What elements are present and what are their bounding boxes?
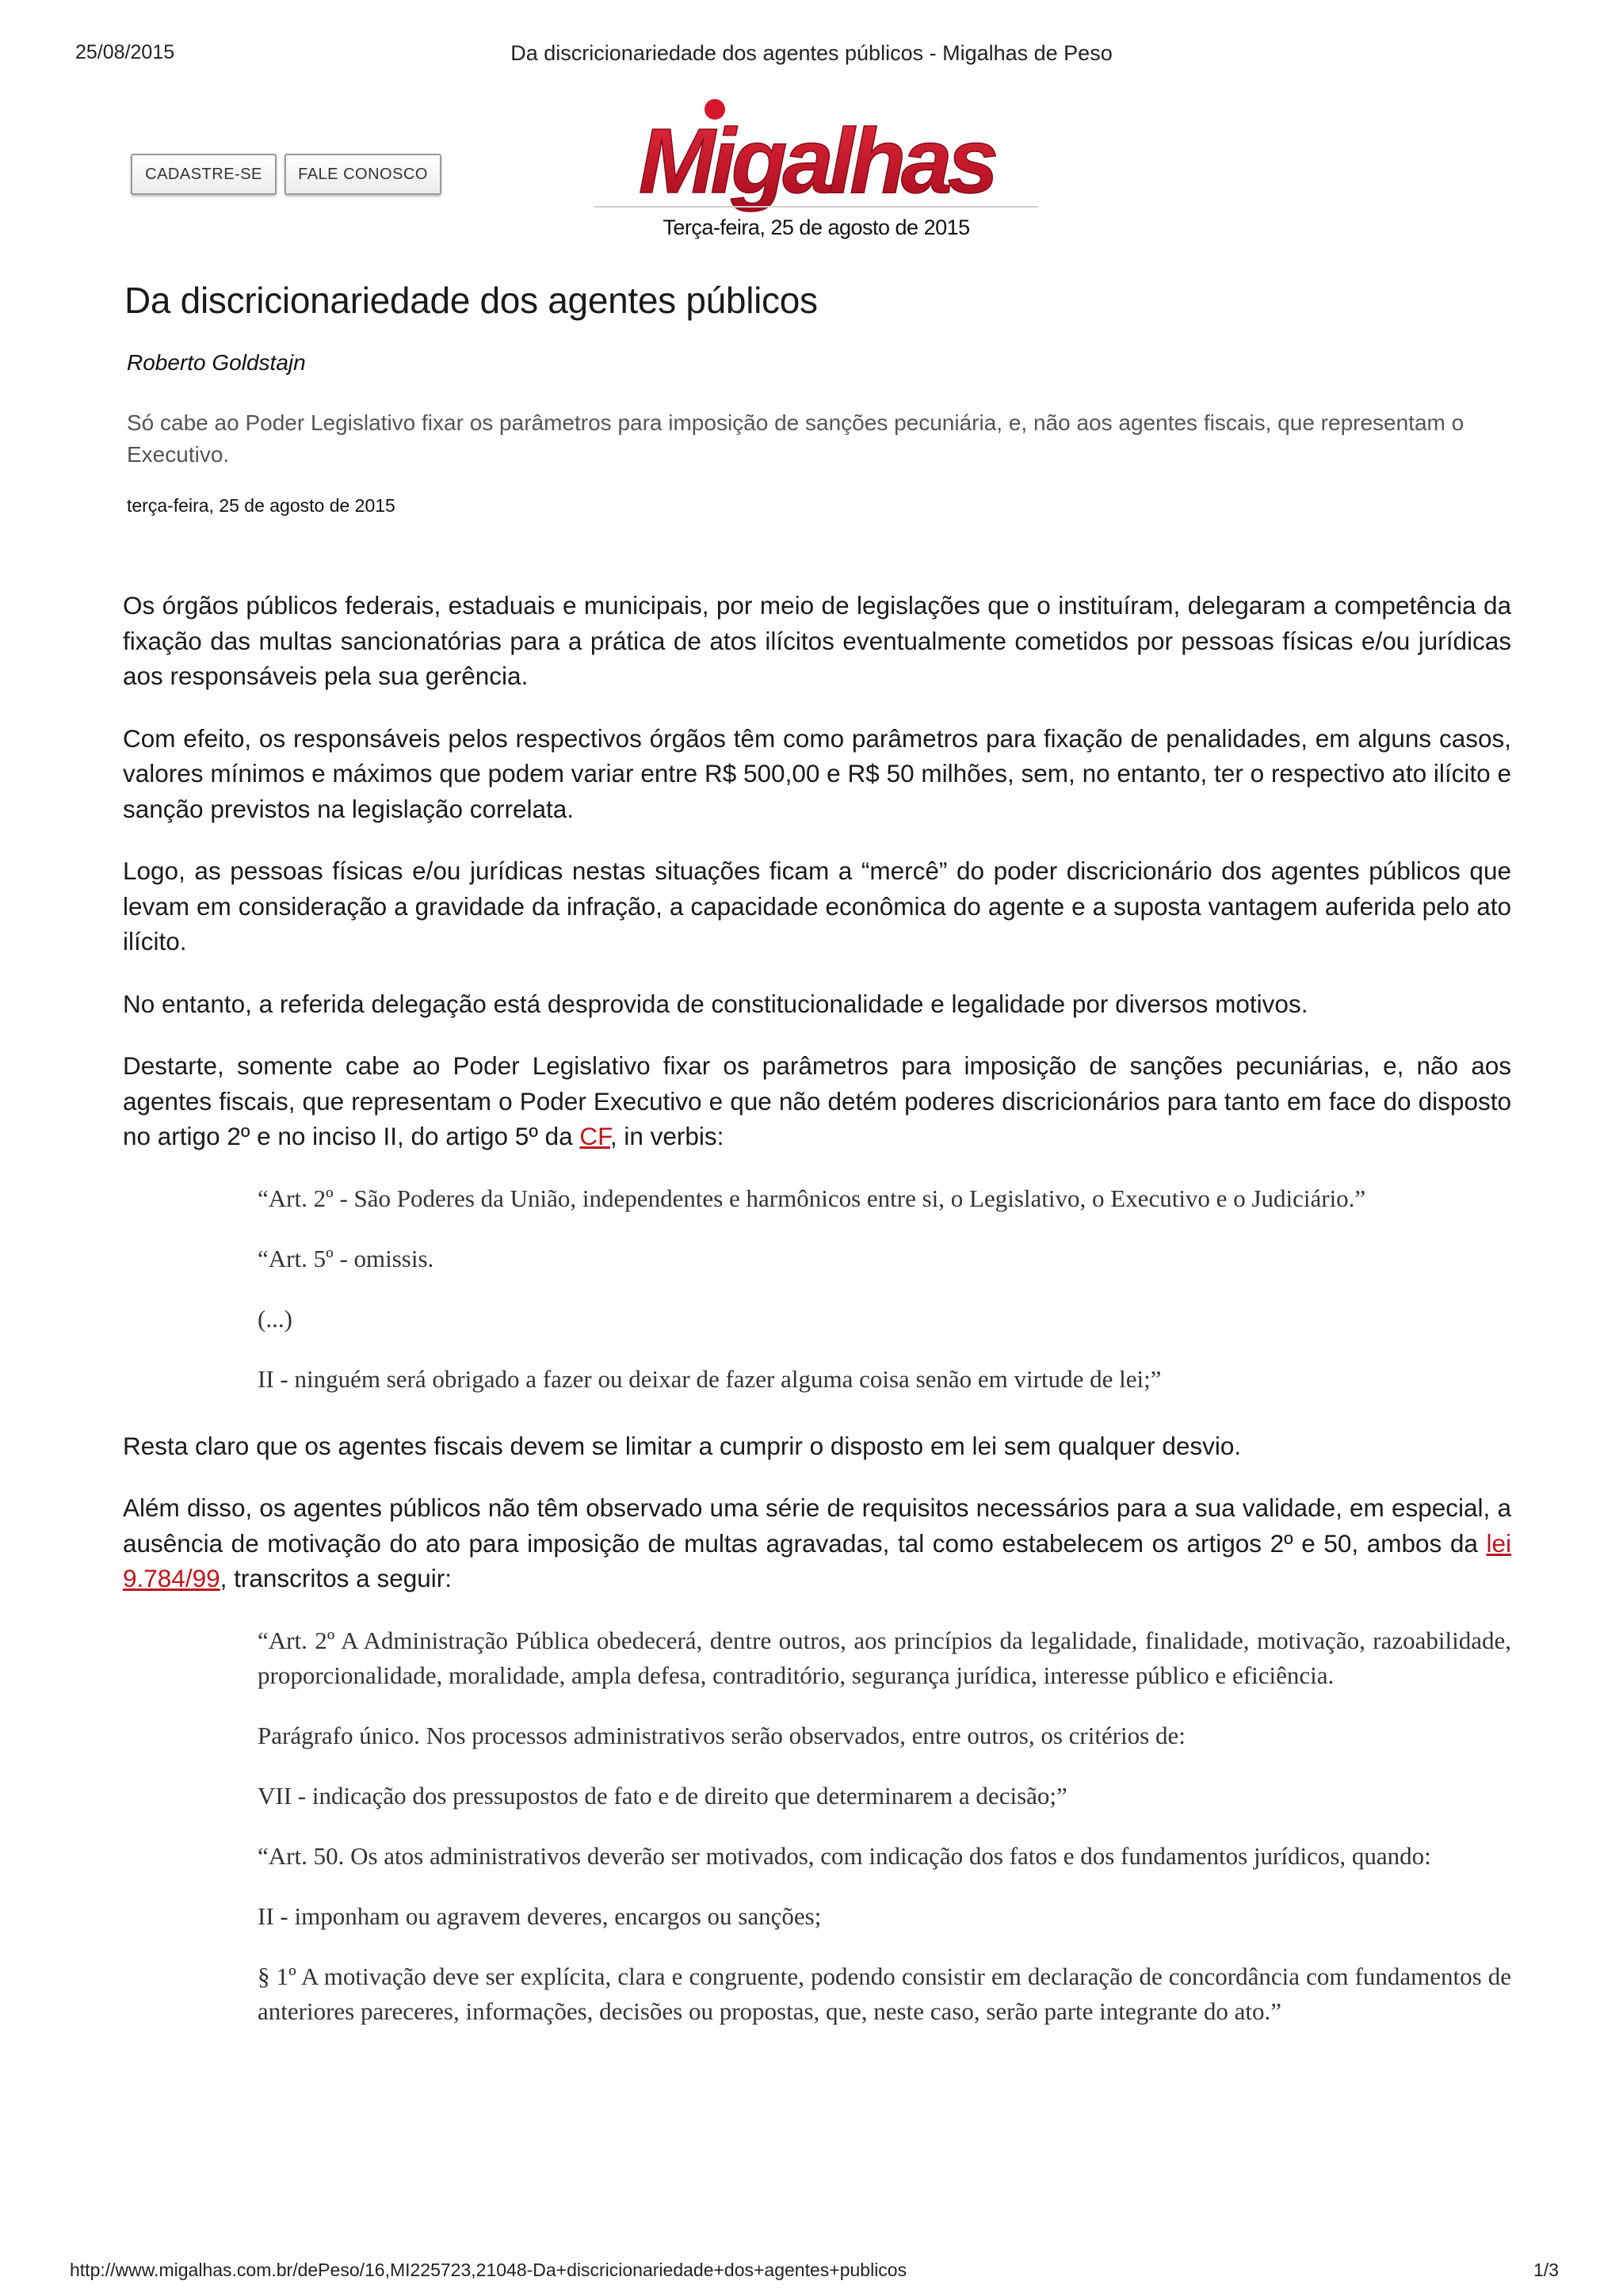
paragraph-5 <box>123 1048 1511 1154</box>
paragraph-3: Logo, as pessoas físicas e/ou jurídicas nestas situações ficam a “mercê” do poder discricionário dos agentes públicos que levam em consideração a gravidade da infração, a capacidade econômica do agente e a suposta vantagem auferida pelo ato ilícito. <box>123 856 1511 955</box>
cf-link[interactable]: CF <box>579 1122 610 1150</box>
quote-inciso-ii-50: II - imponham ou agravem deveres, encargos ou sanções; <box>258 1901 822 1930</box>
site-logo[interactable] <box>594 93 1038 212</box>
quote-inciso-vii: VII - indicação dos pressupostos de fato e de direito que determinarem a decisão;” <box>258 1781 1067 1810</box>
quote-ellipsis: (...) <box>258 1304 292 1333</box>
register-button[interactable]: CADASTRE-SE <box>131 154 277 195</box>
paragraph-1: Os órgãos públicos federais, estaduais e municipais, por meio de legislações que o instituíram, delegaram a competência da fixação das multas sancionatórias para a prática de atos ilícitos eventualmente cometidos por pessoas físicas e/ou jurídicas aos responsáveis pela sua gerência. <box>123 591 1511 690</box>
contact-button[interactable]: FALE CONOSCO <box>285 154 441 195</box>
paragraph-2: Com efeito, os responsáveis pelos respectivos órgãos têm como parâmetros para fixação de penalidades, em alguns casos, valores mínimos e máximos que podem variar entre R$ 500,00 e R$ 50 milhões, sem, no entanto, ter o respectivo ato ilícito e sanção previstos na legislação correlata. <box>123 723 1511 823</box>
logo-text: Migalhas <box>638 109 995 212</box>
quote-law-art-2: “Art. 2º A Administração Pública obedecerá, dentre outros, aos princípios da legalidade, finalidade, motivação, razoabilidade, proporcionalidade, moralidade, ampla defesa, contraditório, segurança jurídica, interesse público e eficiência. <box>258 1626 1511 1689</box>
footer-url: http://www.migalhas.com.br/dePeso/16,MI225723,21048-Da+discricionariedade+dos+agentes+publicos <box>70 2260 907 2280</box>
article-author[interactable]: Roberto Goldstajn <box>127 350 306 375</box>
quote-paragrafo-unico: Parágrafo único. Nos processos administrativos serão observados, entre outros, os critérios de: <box>258 1721 1186 1749</box>
law-link[interactable]: lei 9.784/99 <box>123 1528 1511 1592</box>
quote-art-2: “Art. 2º - São Poderes da União, independentes e harmônicos entre si, o Legislativo, o Executivo e o Judiciário.” <box>258 1184 1366 1212</box>
article-body <box>123 588 1511 2054</box>
quote-art-5: “Art. 5º - omissis. <box>258 1244 434 1272</box>
paragraph-7-text: Além disso, os agentes públicos não têm observado uma série de requisitos necessários para a sua validade, em especial, a ausência de motivação do ato para imposição de multas agravadas, tal como estabelecem os artigos 2º e 50, ambos da <box>123 1493 1511 1558</box>
logo-divider <box>594 206 1038 208</box>
footer-page-number: 1/3 <box>1533 2260 1559 2280</box>
print-date: 25/08/2015 <box>75 41 175 63</box>
print-page-title: Da discricionariedade dos agentes públicos - Migalhas de Peso <box>510 41 1113 65</box>
article-subtitle: Só cabe ao Poder Legislativo fixar os parâmetros para imposição de sanções pecuniária, e, não aos agentes fiscais, que representam o Executivo. <box>127 410 1465 467</box>
paragraph-7 <box>123 1490 1511 1596</box>
article-title: Da discricionariedade dos agentes públicos <box>124 280 818 321</box>
paragraph-5-tail: , in verbis: <box>609 1122 724 1150</box>
quote-inciso-ii: II - ninguém será obrigado a fazer ou deixar de fazer alguma coisa senão em virtude de lei;” <box>258 1364 1162 1393</box>
quote-law-art-50: “Art. 50. Os atos administrativos deverão ser motivados, com indicação dos fatos e dos fundamentos jurídicos, quando: <box>258 1841 1431 1870</box>
header-date: Terça-feira, 25 de agosto de 2015 <box>663 215 970 239</box>
article-date: terça-feira, 25 de agosto de 2015 <box>127 495 395 516</box>
quote-paragrafo-1: § 1º A motivação deve ser explícita, clara e congruente, podendo consistir em declaração de concordância com fundamentos de anteriores pareceres, informações, decisões ou propostas, que, neste caso, serão parte integrante do ato.” <box>258 1962 1511 2025</box>
paragraph-5-text: Destarte, somente cabe ao Poder Legislativo fixar os parâmetros para imposição de sanções pecuniárias, e, não aos agentes fiscais, que representam o Poder Executivo e que não detém poderes discricionários para tanto em face do disposto no artigo 2º e no inciso II, do artigo 5º da <box>123 1051 1511 1150</box>
migalhas-logo-graphic <box>594 93 1038 212</box>
paragraph-4: No entanto, a referida delegação está desprovida de constitucionalidade e legalidade por diversos motivos. <box>123 989 1308 1018</box>
paragraph-7-tail: , transcritos a seguir: <box>220 1564 452 1592</box>
paragraph-6: Resta claro que os agentes fiscais devem se limitar a cumprir o disposto em lei sem qualquer desvio. <box>123 1431 1242 1460</box>
